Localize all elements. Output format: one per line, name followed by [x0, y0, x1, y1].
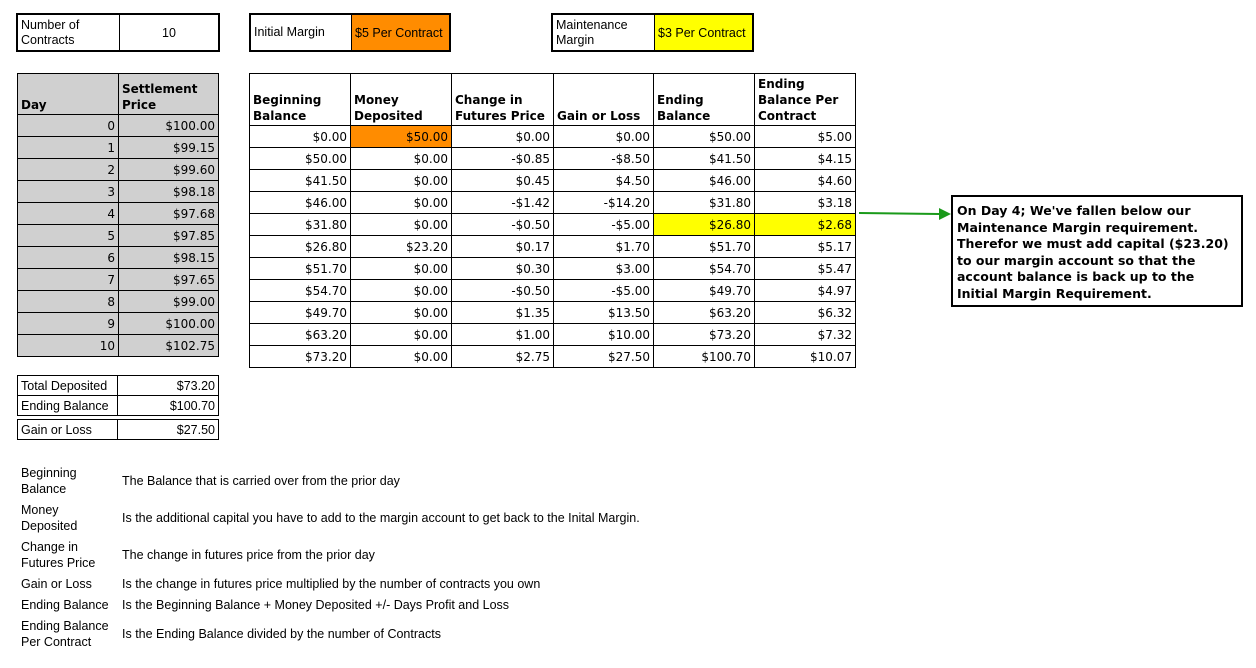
ending-balance-cell[interactable]: $26.80 [654, 214, 755, 236]
settlement-price-cell[interactable]: $99.60 [119, 159, 219, 181]
beginning-balance-cell[interactable]: $73.20 [250, 346, 351, 368]
ending-balance-per-contract-cell[interactable]: $3.18 [755, 192, 856, 214]
price-row [18, 313, 219, 335]
ending-balance-per-contract-cell[interactable]: $5.00 [755, 126, 856, 148]
price-row [18, 137, 219, 159]
header-beginning-balance: Beginning Balance [250, 74, 351, 126]
price-row [18, 335, 219, 357]
summary-label: Ending Balance [18, 396, 118, 416]
annotation-note: On Day 4; We've fallen below our Maintenance Margin requirement. Therefor we must add capital ($23.20) to our margin account so that the account balance is back up to the Initial Margin Requirement. [951, 195, 1243, 307]
glossary-definition: Is the Ending Balance divided by the number of Contracts [122, 627, 441, 641]
beginning-balance-cell[interactable]: $50.00 [250, 148, 351, 170]
contracts-input-box [16, 13, 220, 52]
initial-margin-value[interactable]: $5 Per Contract [351, 15, 449, 50]
gain-or-loss-cell[interactable]: $3.00 [554, 258, 654, 280]
money-deposited-cell[interactable]: $0.00 [351, 170, 452, 192]
money-deposited-cell[interactable]: $50.00 [351, 126, 452, 148]
beginning-balance-cell[interactable]: $51.70 [250, 258, 351, 280]
glossary-definition: The change in futures price from the prior day [122, 548, 375, 562]
balance-row [250, 280, 856, 302]
gain-or-loss-cell[interactable]: $4.50 [554, 170, 654, 192]
price-row [18, 159, 219, 181]
balance-row [250, 236, 856, 258]
gain-or-loss-cell[interactable]: $27.50 [554, 346, 654, 368]
maintenance-margin-box [551, 13, 754, 52]
settlement-price-cell[interactable]: $97.85 [119, 225, 219, 247]
glossary-term: Change in Futures Price [21, 540, 96, 570]
change-in-futures-price-cell[interactable]: $1.00 [452, 324, 554, 346]
price-row [18, 181, 219, 203]
ending-balance-cell[interactable]: $63.20 [654, 302, 755, 324]
balance-row [250, 258, 856, 280]
day-cell[interactable]: 9 [18, 313, 119, 335]
balance-row [250, 126, 856, 148]
ending-balance-per-contract-cell[interactable]: $10.07 [755, 346, 856, 368]
gain-or-loss-cell[interactable]: -$5.00 [554, 214, 654, 236]
gain-or-loss-cell[interactable]: -$5.00 [554, 280, 654, 302]
ending-balance-per-contract-cell[interactable]: $4.15 [755, 148, 856, 170]
gain-or-loss-cell[interactable]: $1.70 [554, 236, 654, 258]
ending-balance-cell[interactable]: $54.70 [654, 258, 755, 280]
day-cell[interactable]: 2 [18, 159, 119, 181]
change-in-futures-price-cell[interactable]: $2.75 [452, 346, 554, 368]
day-cell[interactable]: 4 [18, 203, 119, 225]
gain-or-loss-cell[interactable]: $10.00 [554, 324, 654, 346]
day-cell[interactable]: 3 [18, 181, 119, 203]
change-in-futures-price-cell[interactable]: -$0.85 [452, 148, 554, 170]
glossary-definition: Is the additional capital you have to add to the margin account to get back to the Inital Margin. [122, 511, 640, 525]
money-deposited-cell[interactable]: $23.20 [351, 236, 452, 258]
gain-or-loss-cell[interactable]: $13.50 [554, 302, 654, 324]
ending-balance-per-contract-cell[interactable]: $7.32 [755, 324, 856, 346]
gain-or-loss-cell[interactable]: -$8.50 [554, 148, 654, 170]
price-row [18, 225, 219, 247]
money-deposited-cell[interactable]: $0.00 [351, 302, 452, 324]
header-day: Day [18, 74, 119, 115]
day-cell[interactable]: 6 [18, 247, 119, 269]
ending-balance-per-contract-cell[interactable]: $4.97 [755, 280, 856, 302]
ending-balance-per-contract-cell[interactable]: $5.17 [755, 236, 856, 258]
balance-row [250, 192, 856, 214]
header-gain-or-loss: Gain or Loss [554, 74, 654, 126]
settlement-price-cell[interactable]: $98.15 [119, 247, 219, 269]
balance-row [250, 214, 856, 236]
price-row [18, 291, 219, 313]
balance-row [250, 302, 856, 324]
day-cell[interactable]: 1 [18, 137, 119, 159]
glossary-term: Money Deposited [21, 503, 78, 533]
settlement-price-cell[interactable]: $100.00 [119, 313, 219, 335]
ending-balance-cell[interactable]: $49.70 [654, 280, 755, 302]
balance-table [249, 73, 856, 368]
glossary-term: Gain or Loss [21, 577, 92, 591]
money-deposited-cell[interactable]: $0.00 [351, 192, 452, 214]
header-ending-balance: Ending Balance [654, 74, 755, 126]
summary-row [18, 396, 219, 416]
glossary-definition: Is the change in futures price multiplied by the number of contracts you own [122, 577, 541, 591]
settlement-price-cell[interactable]: $97.68 [119, 203, 219, 225]
money-deposited-cell[interactable]: $0.00 [351, 214, 452, 236]
settlement-price-cell[interactable]: $102.75 [119, 335, 219, 357]
beginning-balance-cell[interactable]: $26.80 [250, 236, 351, 258]
maintenance-margin-value[interactable]: $3 Per Contract [654, 15, 752, 50]
contracts-value[interactable]: 10 [119, 15, 218, 50]
summary-label: Gain or Loss [18, 420, 118, 440]
beginning-balance-cell[interactable]: $46.00 [250, 192, 351, 214]
balance-row [250, 324, 856, 346]
initial-margin-label: Initial Margin [254, 25, 325, 39]
beginning-balance-cell[interactable]: $41.50 [250, 170, 351, 192]
summary-gain-table [17, 419, 219, 440]
gain-or-loss-cell[interactable]: $0.00 [554, 126, 654, 148]
summary-value[interactable]: $27.50 [118, 420, 219, 440]
change-in-futures-price-cell[interactable]: -$1.42 [452, 192, 554, 214]
annotation-arrow [855, 204, 955, 222]
maintenance-margin-label: Maintenance Margin [556, 17, 628, 47]
summary-row [18, 420, 219, 440]
money-deposited-cell[interactable]: $0.00 [351, 324, 452, 346]
money-deposited-cell[interactable]: $0.00 [351, 258, 452, 280]
ending-balance-per-contract-cell[interactable]: $2.68 [755, 214, 856, 236]
glossary-definition: The Balance that is carried over from the prior day [122, 474, 400, 488]
settlement-price-cell[interactable]: $98.18 [119, 181, 219, 203]
beginning-balance-cell[interactable]: $31.80 [250, 214, 351, 236]
settlement-price-cell[interactable]: $99.15 [119, 137, 219, 159]
price-row [18, 269, 219, 291]
glossary-term: Ending Balance Per Contract [21, 619, 109, 649]
summary-value[interactable]: $73.20 [118, 376, 219, 396]
glossary-definition: Is the Beginning Balance + Money Deposited +/- Days Profit and Loss [122, 598, 510, 612]
ending-balance-cell[interactable]: $31.80 [654, 192, 755, 214]
price-table [17, 73, 219, 357]
money-deposited-cell[interactable]: $0.00 [351, 148, 452, 170]
glossary-term: Beginning Balance [21, 466, 77, 496]
ending-balance-cell[interactable]: $41.50 [654, 148, 755, 170]
change-in-futures-price-cell[interactable]: $0.30 [452, 258, 554, 280]
settlement-price-cell[interactable]: $97.65 [119, 269, 219, 291]
beginning-balance-cell[interactable]: $0.00 [250, 126, 351, 148]
price-row [18, 203, 219, 225]
ending-balance-per-contract-cell[interactable]: $4.60 [755, 170, 856, 192]
ending-balance-cell[interactable]: $73.20 [654, 324, 755, 346]
change-in-futures-price-cell[interactable]: $0.00 [452, 126, 554, 148]
beginning-balance-cell[interactable]: $49.70 [250, 302, 351, 324]
change-in-futures-price-cell[interactable]: $0.17 [452, 236, 554, 258]
header-money-deposited: Money Deposited [351, 74, 452, 126]
header-settlement-price: Settlement Price [119, 74, 219, 115]
summary-label: Total Deposited [18, 376, 118, 396]
glossary-term: Ending Balance [21, 598, 109, 612]
ending-balance-cell[interactable]: $100.70 [654, 346, 755, 368]
change-in-futures-price-cell[interactable]: $0.45 [452, 170, 554, 192]
header-ending-balance-per-contract: Ending Balance Per Contract [755, 74, 856, 126]
change-in-futures-price-cell[interactable]: $1.35 [452, 302, 554, 324]
day-cell[interactable]: 0 [18, 115, 119, 137]
settlement-price-cell[interactable]: $100.00 [119, 115, 219, 137]
ending-balance-cell[interactable]: $51.70 [654, 236, 755, 258]
summary-row [18, 376, 219, 396]
day-cell[interactable]: 7 [18, 269, 119, 291]
beginning-balance-cell[interactable]: $63.20 [250, 324, 351, 346]
price-row [18, 115, 219, 137]
ending-balance-per-contract-cell[interactable]: $5.47 [755, 258, 856, 280]
change-in-futures-price-cell[interactable]: -$0.50 [452, 214, 554, 236]
settlement-price-cell[interactable]: $99.00 [119, 291, 219, 313]
change-in-futures-price-cell[interactable]: -$0.50 [452, 280, 554, 302]
price-row [18, 247, 219, 269]
ending-balance-cell[interactable]: $50.00 [654, 126, 755, 148]
gain-or-loss-cell[interactable]: -$14.20 [554, 192, 654, 214]
header-change-in-futures-price: Change in Futures Price [452, 74, 554, 126]
day-cell[interactable]: 10 [18, 335, 119, 357]
initial-margin-box [249, 13, 451, 52]
day-cell[interactable]: 8 [18, 291, 119, 313]
balance-row [250, 346, 856, 368]
balance-row [250, 170, 856, 192]
summary-value[interactable]: $100.70 [118, 396, 219, 416]
money-deposited-cell[interactable]: $0.00 [351, 280, 452, 302]
contracts-label: Number of Contracts [21, 17, 80, 47]
money-deposited-cell[interactable]: $0.00 [351, 346, 452, 368]
summary-table [17, 375, 219, 416]
balance-row [250, 148, 856, 170]
ending-balance-per-contract-cell[interactable]: $6.32 [755, 302, 856, 324]
day-cell[interactable]: 5 [18, 225, 119, 247]
beginning-balance-cell[interactable]: $54.70 [250, 280, 351, 302]
ending-balance-cell[interactable]: $46.00 [654, 170, 755, 192]
